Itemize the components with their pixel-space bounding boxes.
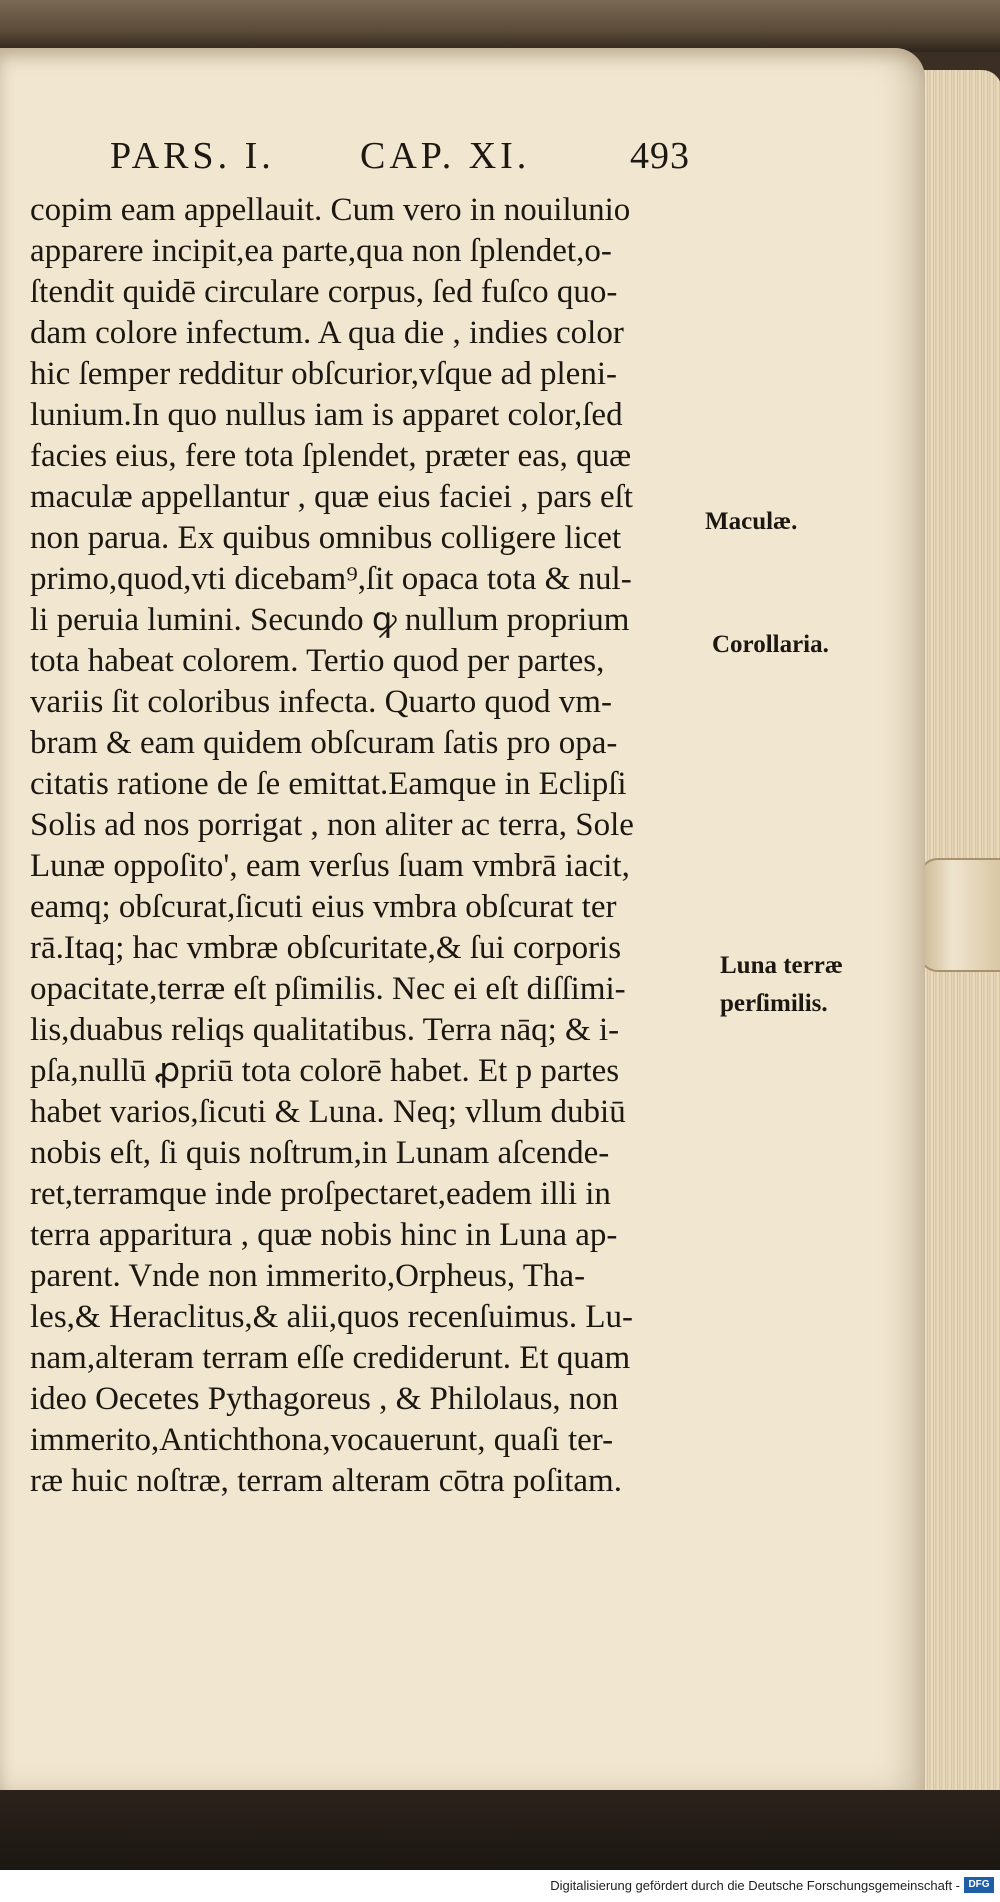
text-line: non parua. Ex quibus omnibus colligere licet bbox=[30, 520, 622, 556]
text-line: opacitate,terræ eſt pſimilis. Nec ei eſt diſſimi- bbox=[30, 971, 626, 1007]
margin-note-maculae: Maculæ. bbox=[705, 508, 798, 535]
text-line: parent. Vnde non immerito,Orpheus, Tha- bbox=[30, 1258, 586, 1294]
body-text bbox=[30, 190, 720, 1502]
text-line: facies eius, fere tota ſplendet, præter eas, quæ bbox=[30, 438, 632, 474]
text-line: pſa,nullū ꝓpriū tota colorē habet. Et p partes bbox=[30, 1053, 620, 1089]
text-line: ideo Oecetes Pythagoreus , & Philolaus, non bbox=[30, 1381, 619, 1417]
text-line: habet varios,ſicuti & Luna. Neq; vllum dubiū bbox=[30, 1094, 626, 1130]
text-line: lunium.In quo nullus iam is apparet color,ſed bbox=[30, 397, 623, 433]
margin-note-luna-line1: Luna terræ bbox=[720, 952, 843, 979]
header-part: PARS. I. bbox=[110, 135, 275, 177]
text-line: eamq; obſcurat,ſicuti eius vmbra obſcurat ter bbox=[30, 889, 617, 925]
running-header bbox=[110, 134, 710, 182]
margin-note-luna-line2: perſimilis. bbox=[720, 990, 828, 1017]
text-line: terra apparitura , quæ nobis hinc in Luna ap- bbox=[30, 1217, 618, 1253]
text-line: variis ſit coloribus infecta. Quarto quod vm- bbox=[30, 684, 612, 720]
funding-credit: Digitalisierung gefördert durch die Deutsche Forschungsgemeinschaft - bbox=[550, 1878, 960, 1893]
text-line: ræ huic noſtræ, terram alteram cōtra poſitam. bbox=[30, 1463, 622, 1499]
margin-note-corollaria: Corollaria. bbox=[712, 631, 829, 658]
text-line: tota habeat colorem. Tertio quod per partes, bbox=[30, 643, 605, 679]
text-line: copim eam appellauit. Cum vero in nouilunio bbox=[30, 192, 631, 228]
text-line: ſtendit quidē circulare corpus, ſed fuſco quo- bbox=[30, 274, 618, 310]
text-line: hic ſemper redditur obſcurior,vſque ad pleni- bbox=[30, 356, 617, 392]
bookmark-clip bbox=[918, 858, 1000, 972]
text-line: lis,duabus reliqs qualitatibus. Terra nāq; & i- bbox=[30, 1012, 620, 1048]
text-line: dam colore infectum. A qua die , indies color bbox=[30, 315, 624, 351]
scan-background-top bbox=[0, 0, 1000, 52]
text-line: nobis eſt, ſi quis noſtrum,in Lunam aſcende- bbox=[30, 1135, 610, 1171]
dfg-logo: DFG bbox=[964, 1877, 994, 1893]
scan-background-bottom bbox=[0, 1790, 1000, 1870]
text-line: les,& Heraclitus,& alii,quos recenſuimus. Lu- bbox=[30, 1299, 634, 1335]
text-line: ret,terramque inde proſpectaret,eadem illi in bbox=[30, 1176, 611, 1212]
text-line: citatis ratione de ſe emittat.Eamque in Eclipſi bbox=[30, 766, 627, 802]
text-line: Lunæ oppoſito', eam verſus ſuam vmbrā iacit, bbox=[30, 848, 630, 884]
text-line: li peruia lumini. Secundo ꝙ nullum proprium bbox=[30, 602, 630, 638]
page-number: 493 bbox=[630, 135, 690, 177]
text-line: rā.Itaq; hac vmbræ obſcuritate,& ſui corporis bbox=[30, 930, 622, 966]
text-line: bram & eam quidem obſcuram ſatis pro opa- bbox=[30, 725, 618, 761]
text-line: apparere incipit,ea parte,qua non ſplendet,o- bbox=[30, 233, 612, 269]
header-chapter: CAP. XI. bbox=[360, 135, 531, 177]
text-line: maculæ appellantur , quæ eius faciei , pars eſt bbox=[30, 479, 633, 515]
text-line: immerito,Antichthona,vocauerunt, quaſi ter- bbox=[30, 1422, 614, 1458]
text-line: nam,alteram terram eſſe crediderunt. Et quam bbox=[30, 1340, 631, 1376]
text-line: primo,quod,vti dicebam⁹,ſit opaca tota & nul- bbox=[30, 561, 632, 597]
text-line: Solis ad nos porrigat , non aliter ac terra, Sole bbox=[30, 807, 634, 843]
